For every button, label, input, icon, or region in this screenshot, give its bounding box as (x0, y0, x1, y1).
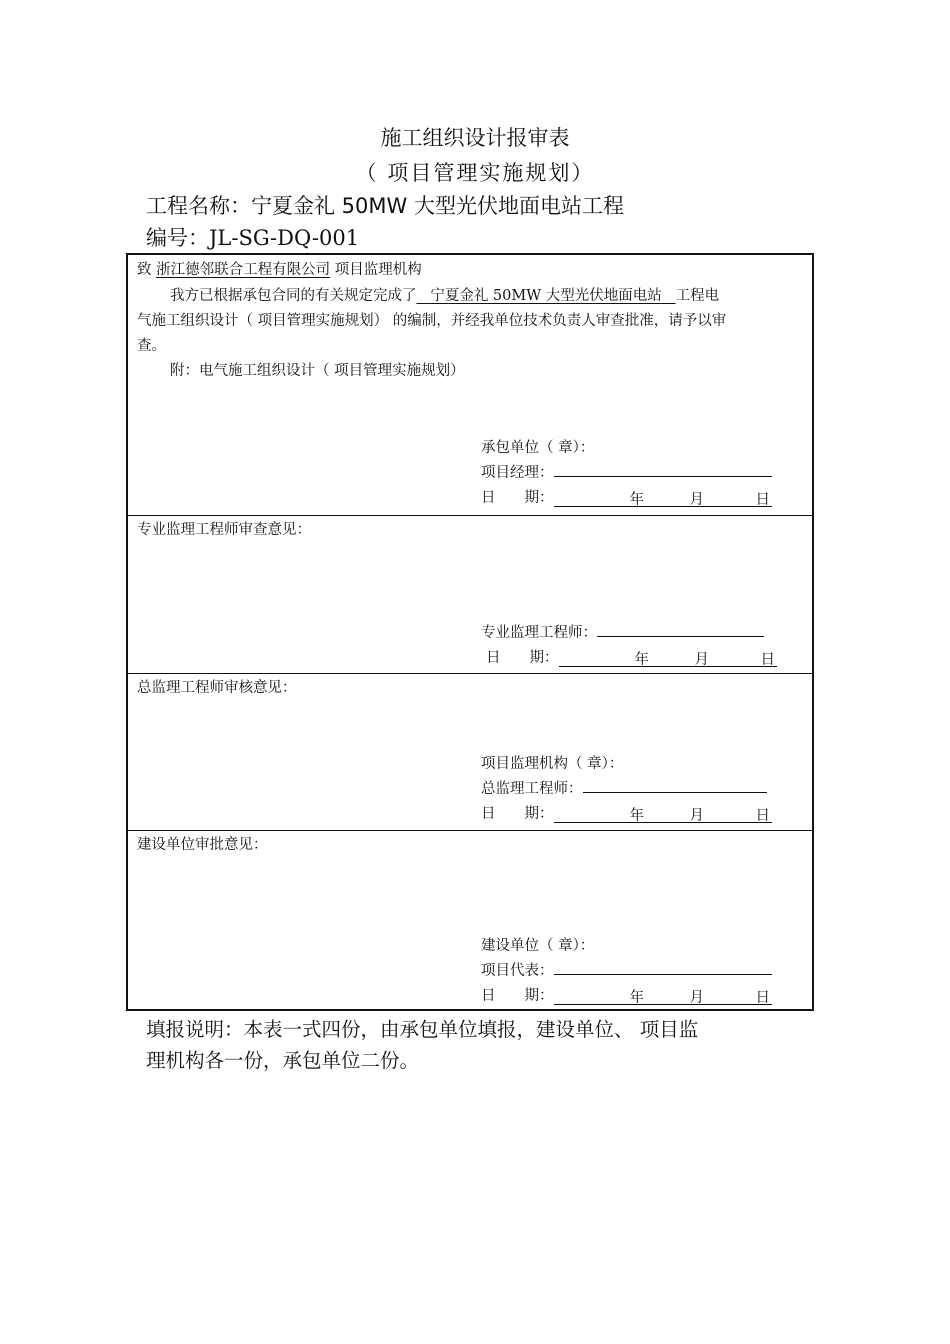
addressee-suffix: 项目监理机构 (334, 262, 422, 278)
year-label: 年 (634, 652, 649, 668)
attachment-line: 附：电气施工组织设计（ 项目管理实施规划） (170, 363, 465, 379)
owner-rep-field[interactable] (554, 959, 772, 975)
specialist-engineer-field[interactable] (597, 621, 764, 637)
supervision-org-stamp-label: 项目监理机构（ 章）： (481, 756, 624, 772)
owner-approval-section (128, 831, 812, 1009)
body-text-b: 工程电 (675, 288, 720, 304)
approval-form (126, 253, 814, 1011)
date-label: 日 期： (481, 806, 554, 822)
specialist-engineer-label: 专业监理工程师： (481, 625, 597, 641)
addressee-org[interactable]: 浙江德邻联合工程有限公司 (156, 262, 331, 278)
contractor-stamp-label: 承包单位（ 章）： (481, 440, 595, 456)
document-code: 编号：JL-SG-DQ-001 (146, 226, 360, 250)
owner-rep-row (481, 959, 772, 980)
owner-approval-heading: 建设单位审批意见： (137, 837, 268, 853)
body-line-3: 查。 (137, 338, 166, 354)
year-label: 年 (629, 808, 644, 824)
day-label: 日 (760, 652, 775, 668)
contractor-date-field[interactable] (554, 488, 772, 507)
footnote-line-1: 填报说明：本表一式四份，由承包单位填报，建设单位、 项目监 (146, 1018, 699, 1041)
date-label: 日 期： (486, 650, 559, 666)
date-label: 日 期： (481, 490, 554, 506)
footnote-line-2: 理机构各一份，承包单位二份。 (146, 1049, 420, 1072)
body-line-2: 气施工组织设计（ 项目管理实施规划） 的编制，并经我单位技术负责人审查批准，请予以审 (137, 313, 727, 329)
specialist-date-row (486, 646, 777, 667)
chief-engineer-label: 总监理工程师： (481, 781, 583, 797)
project-manager-field[interactable] (554, 461, 772, 477)
specialist-date-field[interactable] (559, 648, 777, 667)
project-name: 工程名称：宁夏金礼 50MW 大型光伏地面电站工程 (146, 194, 624, 218)
day-label: 日 (755, 808, 770, 824)
chief-engineer-field[interactable] (583, 777, 767, 793)
year-label: 年 (629, 990, 644, 1006)
owner-rep-label: 项目代表： (481, 963, 554, 979)
project-manager-row (481, 461, 772, 482)
day-label: 日 (755, 492, 770, 508)
month-label: 月 (689, 990, 704, 1006)
chief-review-heading: 总监理工程师审核意见： (137, 680, 297, 696)
specialist-review-heading: 专业监理工程师审查意见： (137, 522, 311, 538)
addressee-prefix: 致 (137, 262, 152, 278)
owner-date-field[interactable] (554, 986, 772, 1005)
form-subtitle: （ 项目管理实施规划） (355, 161, 595, 185)
chief-review-section (128, 674, 812, 831)
day-label: 日 (755, 990, 770, 1006)
contractor-date-row (481, 486, 772, 507)
month-label: 月 (689, 808, 704, 824)
body-line-1 (170, 284, 719, 305)
addressee-line (137, 258, 422, 279)
form-title: 施工组织设计报审表 (380, 126, 570, 150)
owner-date-row (481, 984, 772, 1005)
chief-date-field[interactable] (554, 804, 772, 823)
year-label: 年 (629, 492, 644, 508)
contractor-section (128, 255, 812, 516)
month-label: 月 (689, 492, 704, 508)
specialist-review-section (128, 516, 812, 674)
date-label: 日 期： (481, 988, 554, 1004)
month-label: 月 (694, 652, 709, 668)
body-project-name[interactable]: 宁夏金礼 50MW 大型光伏地面电站 (430, 288, 662, 304)
owner-stamp-label: 建设单位（ 章）： (481, 938, 595, 954)
project-manager-label: 项目经理： (481, 465, 554, 481)
chief-date-row (481, 802, 772, 823)
chief-engineer-row (481, 777, 767, 798)
body-text-a: 我方已根据承包合同的有关规定完成了 (170, 288, 417, 304)
specialist-engineer-row (481, 621, 764, 642)
